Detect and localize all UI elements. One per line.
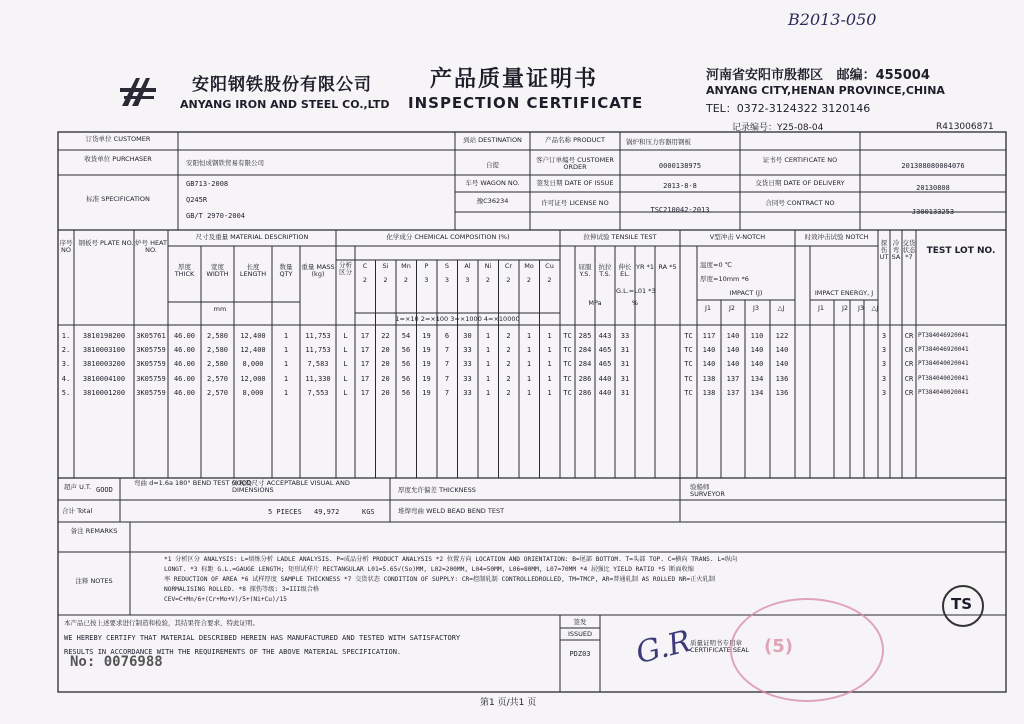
company-name-cn: 安阳钢铁股份有限公司: [192, 75, 372, 95]
col-pct: %: [631, 299, 639, 307]
issued-label: ISSUED: [567, 630, 593, 638]
row-chem-cu: 1: [547, 346, 552, 355]
vnotch-temp: 温度=0 ℃: [700, 261, 732, 269]
note-line: *1 分析区分 ANALYSIS: L=熔炼分析 LADLE ANALYSIS. P=成品分析 PRODUCT ANALYSIS *2 位置方向 LOCATION AND ORIENTATION: B=尾部 BOTTOM. T=头部 TOP. C=横向 TRANS. L=纵向: [164, 556, 738, 563]
row-chem-mo: 1: [526, 360, 532, 369]
col-mass: 重量 MASS (kg): [301, 263, 335, 278]
row-chem-ni: 1: [485, 332, 491, 340]
row-impact-1: 117: [702, 332, 716, 340]
row-el: 31: [620, 360, 630, 369]
col-sa: 冷弯 SA: [891, 239, 901, 261]
record-label: 记录编号：Y25-08-04: [732, 123, 824, 133]
order-value: 0000138975: [658, 162, 702, 170]
row-chem-ni: 1: [485, 346, 491, 355]
col-seq: 序号 NO: [59, 239, 73, 254]
chem-header-cr: Cr: [504, 262, 513, 270]
row-chem-p: 19: [422, 360, 431, 369]
row-width: 2,580: [206, 360, 229, 369]
col-analysis: 分析区分: [339, 261, 352, 276]
ageing-delta-j: △J: [871, 304, 879, 312]
row-no: 3.: [61, 360, 71, 369]
row-chem-mo: 1: [526, 374, 532, 383]
row-analysis: L: [343, 346, 348, 355]
row-ts: 440: [598, 374, 612, 383]
row-vnotch-dir: TC: [684, 360, 693, 369]
purchaser-label: 收货单位 PURCHASER: [84, 155, 152, 163]
row-chem-s: 7: [444, 388, 450, 397]
row-heat: 3K05759: [136, 346, 166, 355]
row-test-lot: PT384046920041: [918, 332, 969, 339]
ageing-impact: IMPACT ENERGY, J: [814, 289, 874, 297]
row-chem-c: 17: [360, 332, 370, 340]
row-chem-s: 7: [444, 360, 450, 369]
row-plate: 3810004100: [82, 374, 126, 383]
product-value: 锅炉和压力容器用钢板: [626, 138, 691, 146]
certify-en-2: RESULTS IN ACCORDANCE WITH THE REQUIREMENTS OF THE ABOVE MATERIAL SPECIFICATION.: [64, 648, 402, 656]
col-yr: YR *1: [636, 263, 654, 271]
row-thick: 46.00: [173, 388, 196, 397]
row-thick: 46.00: [173, 374, 196, 383]
row-chem-al: 33: [463, 360, 472, 369]
row-ut: 3: [881, 374, 887, 383]
row-chem-cr: 2: [506, 346, 511, 355]
row-impact-1: 138: [702, 388, 716, 397]
row-ut: 3: [881, 332, 887, 340]
ageing-j2: J2: [841, 304, 849, 312]
remarks-label: 备注 REMARKS: [70, 527, 118, 535]
row-chem-si: 22: [381, 332, 390, 340]
row-chem-al: 33: [463, 388, 472, 397]
row-impact-3: 140: [750, 360, 764, 369]
row-delivery-cond: CR: [904, 388, 914, 397]
row-chem-mn: 54: [401, 332, 411, 340]
row-ts: 465: [598, 346, 612, 355]
row-chem-si: 20: [381, 388, 390, 397]
row-chem-ni: 1: [485, 374, 491, 383]
row-heat: 3K05761: [136, 332, 166, 340]
row-ys: 284: [578, 360, 592, 369]
row-chem-cu: 1: [547, 374, 552, 383]
notes-label: 注释 NOTES: [75, 577, 113, 585]
row-qty: 1: [283, 332, 289, 340]
surveyor-label: 验船师 SURVEYOR: [690, 483, 725, 498]
destination-value: 自提: [486, 161, 499, 169]
row-impact-1: 140: [702, 346, 716, 355]
row-ts: 440: [598, 388, 612, 397]
col-length: 长度 LENGTH: [239, 263, 267, 278]
spec-label: 标准 SPECIFICATION: [86, 195, 150, 203]
row-mass: 11,330: [305, 374, 331, 383]
note-line: LONGT. *3 标距 G.L.=GAUGE LENGTH; 矩形试样片 RECTANGULAR L01=5.65√(So)MM, L02=200MM, L04=50MM, L06=80MM, L07=70MM *4 屈强比 YIELD RATIO *5 断面收缩: [164, 566, 694, 573]
signature: G.R: [632, 623, 695, 672]
row-chem-al: 30: [463, 332, 472, 340]
total-label: 合计 Total: [62, 507, 93, 515]
col-delivery-cond: 交货状态 *7: [902, 239, 916, 261]
row-ts: 465: [598, 360, 612, 369]
license-value: TSC210042-2013: [650, 206, 710, 214]
chem-header-c: C: [362, 262, 368, 270]
row-plate: 3810003100: [82, 346, 126, 355]
row-impact-4: 140: [775, 346, 789, 355]
row-test-lot: PT384040020041: [918, 388, 969, 396]
row-ts: 443: [598, 332, 612, 340]
ts-stamp: TS: [942, 585, 984, 627]
row-analysis: L: [343, 332, 348, 340]
col-vnotch: V型冲击 V-NOTCH: [709, 233, 766, 241]
row-thick: 46.00: [173, 346, 196, 355]
row-qty: 1: [283, 360, 289, 369]
col-width: 宽度 WIDTH: [206, 263, 229, 278]
row-chem-mo: 1: [526, 332, 532, 340]
row-length: 12,000: [240, 374, 266, 383]
row-orientation: TC: [563, 388, 572, 397]
row-chem-s: 7: [444, 374, 450, 383]
ageing-j1: J1: [817, 304, 825, 312]
total-pieces: 5 PIECES: [268, 508, 302, 516]
row-ys: 285: [578, 332, 592, 340]
row-test-lot: PT384040020041: [918, 374, 969, 382]
note-line: NORMALISING ROLLED. *8 探伤等级: 3=III级合格: [164, 586, 320, 593]
chem-mult-ni: 2: [485, 276, 491, 284]
chem-mult-si: 2: [383, 276, 388, 284]
row-impact-3: 140: [750, 346, 764, 355]
chem-mult-cr: 2: [506, 276, 511, 284]
row-chem-p: 19: [422, 346, 431, 355]
row-impact-3: 110: [750, 332, 764, 340]
row-orientation: TC: [563, 374, 572, 383]
row-chem-ni: 1: [485, 360, 491, 369]
row-no: 1.: [61, 332, 71, 340]
col-gl: G.L.=L01 *3: [616, 287, 656, 295]
row-orientation: TC: [563, 360, 572, 369]
row-impact-2: 137: [726, 374, 740, 383]
purchaser-value: 安阳恒成钢铁贸易有限公司: [186, 159, 264, 167]
vnotch-delta-j: △J: [777, 304, 785, 312]
chem-header-al: Al: [464, 262, 471, 270]
row-delivery-cond: CR: [904, 374, 914, 383]
chem-mult-s: 3: [444, 276, 450, 284]
row-orientation: TC: [563, 346, 572, 355]
company-seal-stamp: (5): [730, 598, 884, 702]
col-el: 伸长 EL.: [618, 263, 632, 278]
issue-label: 签发日期 DATE OF ISSUE: [536, 179, 614, 187]
col-ra: RA *5: [658, 263, 677, 271]
chem-header-s: S: [444, 262, 450, 270]
row-chem-cr: 2: [506, 388, 511, 397]
row-ut: 3: [881, 388, 887, 397]
row-mass: 11,753: [305, 346, 331, 355]
ageing-j3: J3: [857, 304, 865, 312]
vnotch-thick: 厚度=10mm *6: [700, 275, 749, 283]
row-delivery-cond: CR: [904, 346, 914, 355]
row-impact-1: 140: [702, 360, 716, 369]
spec-value-3: GB/T 2970-2004: [186, 212, 246, 220]
cert-label: 证书号 CERTIFICATE NO: [762, 156, 838, 164]
row-delivery-cond: CR: [904, 332, 914, 340]
row-vnotch-dir: TC: [684, 346, 693, 355]
chem-mult-al: 3: [465, 276, 470, 284]
ut-value: GOOD: [96, 486, 113, 494]
company-logo: [118, 74, 158, 114]
row-impact-1: 138: [702, 374, 716, 383]
col-mm: mm: [213, 305, 227, 313]
row-el: 31: [620, 374, 630, 383]
customer-label: 订货单位 CUSTOMER: [85, 135, 151, 143]
issue-value: 2013-8-8: [663, 182, 697, 190]
row-chem-s: 7: [444, 346, 450, 355]
row-chem-al: 33: [463, 374, 472, 383]
row-chem-si: 20: [381, 346, 390, 355]
row-ut: 3: [881, 360, 887, 369]
row-chem-mo: 1: [526, 388, 532, 397]
row-length: 12,400: [240, 332, 266, 340]
col-test-lot: TEST LOT NO.: [926, 246, 996, 256]
row-chem-mo: 1: [526, 346, 532, 355]
row-el: 33: [620, 332, 630, 340]
chem-mult-mn: 2: [403, 276, 409, 284]
chem-scale: 1=×10 2=×100 3=×1000 4=×10000: [395, 315, 520, 323]
product-label: 产品名称 PRODUCT: [545, 136, 605, 144]
serial-number: No: 0076988: [70, 654, 163, 670]
row-qty: 1: [283, 346, 289, 355]
visual-dimensions: 外观及尺寸 ACCEPTABLE VISUAL AND DIMENSIONS: [232, 479, 350, 494]
row-chem-p: 19: [422, 332, 431, 340]
row-el: 31: [620, 388, 630, 397]
row-chem-mn: 56: [401, 360, 411, 369]
row-vnotch-dir: TC: [684, 388, 693, 397]
chem-header-ni: Ni: [484, 262, 492, 270]
row-mass: 7,553: [307, 388, 329, 397]
row-test-lot: PT384046920041: [918, 346, 969, 354]
row-chem-si: 20: [381, 360, 390, 369]
contract-value: J300133253: [911, 208, 955, 216]
row-no: 2.: [61, 346, 71, 355]
row-chem-ni: 1: [485, 388, 491, 397]
row-no: 5.: [61, 388, 71, 397]
row-chem-p: 19: [422, 388, 431, 397]
row-chem-cr: 2: [506, 332, 511, 340]
col-mpa: MPa: [588, 299, 602, 307]
row-ys: 286: [578, 374, 592, 383]
col-heat: 炉号 HEAT NO.: [135, 239, 167, 254]
row-chem-cr: 2: [506, 374, 511, 383]
row-chem-c: 17: [360, 374, 370, 383]
company-name-en: ANYANG IRON AND STEEL CO.,LTD: [180, 98, 390, 111]
col-material: 尺寸及重量 MATERIAL DESCRIPTION: [195, 233, 309, 241]
row-orientation: TC: [563, 332, 572, 340]
col-qty: 数量 QTY: [279, 263, 293, 278]
row-thick: 46.00: [173, 332, 196, 340]
row-impact-4: 122: [775, 332, 789, 340]
chem-header-p: P: [424, 262, 429, 270]
address-en: ANYANG CITY,HENAN PROVINCE,CHINA: [706, 84, 945, 97]
chem-header-cu: Cu: [545, 262, 554, 270]
wagon-label: 车号 WAGON NO.: [465, 179, 520, 187]
spec-value-1: GB713-2008: [186, 180, 229, 188]
vnotch-impact: IMPACT (J): [729, 289, 763, 297]
ut-label: 超声 U.T.: [64, 483, 92, 491]
row-ut: 3: [881, 346, 887, 355]
row-chem-mn: 56: [401, 374, 411, 383]
row-width: 2,580: [206, 332, 229, 340]
row-impact-3: 134: [750, 374, 764, 383]
weld-bead-label: 堆焊弯曲 WELD BEAD BEND TEST: [398, 507, 505, 515]
vnotch-j3: J3: [752, 304, 760, 312]
row-impact-4: 136: [775, 388, 789, 397]
row-chem-cu: 1: [547, 388, 552, 397]
row-impact-4: 140: [775, 360, 789, 369]
total-kgs: KGS: [362, 508, 375, 516]
row-ys: 284: [578, 346, 592, 355]
row-width: 2,570: [206, 374, 229, 383]
row-plate: 3810003200: [82, 360, 126, 369]
col-ageing: 时效冲击试验 NOTCH: [804, 233, 869, 241]
chem-header-mn: Mn: [401, 262, 411, 270]
row-heat: 3K05759: [136, 388, 166, 397]
row-chem-cu: 1: [547, 360, 552, 369]
page-number: 第1 页/共1 页: [480, 698, 537, 708]
title-en: INSPECTION CERTIFICATE: [408, 94, 644, 112]
row-chem-mn: 56: [401, 346, 411, 355]
row-vnotch-dir: TC: [684, 332, 693, 340]
row-width: 2,570: [206, 388, 229, 397]
row-el: 31: [620, 346, 630, 355]
row-test-lot: PT384040020041: [918, 360, 969, 368]
bend-test: 弯曲 d=1.6a 180° BEND TEST GOOD: [134, 479, 252, 487]
delivery-value: 20130808: [916, 184, 950, 192]
col-ut: 探伤 UT: [879, 239, 889, 261]
row-qty: 1: [283, 388, 289, 397]
title-cn: 产品质量证明书: [430, 67, 599, 92]
row-impact-2: 137: [726, 388, 740, 397]
col-ys: 屈服 Y.S.: [578, 263, 592, 278]
row-heat: 3K05759: [136, 374, 166, 383]
thickness-label: 厚度允许偏差 THICKNESS: [398, 486, 476, 494]
row-delivery-cond: CR: [904, 360, 914, 369]
row-chem-c: 17: [360, 360, 370, 369]
spec-value-2: Q245R: [186, 196, 208, 204]
col-tensile: 拉伸试验 TENSILE TEST: [583, 233, 657, 241]
row-chem-s: 6: [444, 332, 450, 340]
row-analysis: L: [343, 374, 348, 383]
seal-label: 质量证明书专用章 CERTIFICATE SEAL: [690, 639, 750, 654]
delivery-label: 交货日期 DATE OF DELIVERY: [755, 179, 845, 187]
row-impact-2: 140: [726, 346, 740, 355]
certify-cn: 本产品已按上述要求进行制造和检验，其结果符合要求，特此证明。: [64, 619, 259, 627]
row-qty: 1: [283, 374, 289, 383]
row-plate: 3810001200: [82, 388, 126, 397]
row-no: 4.: [61, 374, 71, 383]
total-mass: 49,972: [314, 508, 340, 516]
row-impact-2: 140: [726, 332, 740, 340]
chem-header-si: Si: [382, 262, 389, 270]
issued-label-cn: 签发: [573, 618, 587, 626]
certify-en-1: WE HEREBY CERTIFY THAT MATERIAL DESCRIBED HEREIN HAS MANUFACTURED AND TESTED WITH SATISFACTORY: [64, 634, 461, 642]
row-impact-3: 134: [750, 388, 764, 397]
row-analysis: L: [343, 388, 348, 397]
row-chem-cu: 1: [547, 332, 552, 340]
address-cn: 河南省安阳市殷都区 邮编：455004: [706, 68, 930, 83]
chem-mult-mo: 2: [526, 276, 532, 284]
row-heat: 3K05759: [136, 360, 166, 369]
col-chem: 化学成分 CHEMICAL COMPOSITION (%): [386, 233, 510, 241]
order-label: 客户订单编号 CUSTOMER ORDER: [536, 156, 614, 171]
col-plate: 钢板号 PLATE NO.: [78, 239, 134, 247]
row-chem-cr: 2: [506, 360, 511, 369]
chem-mult-cu: 2: [547, 276, 552, 284]
row-thick: 46.00: [173, 360, 196, 369]
destination-label: 到站 DESTINATION: [463, 136, 522, 144]
row-chem-mn: 56: [401, 388, 411, 397]
row-vnotch-dir: TC: [684, 374, 693, 383]
note-line: 率 REDUCTION OF AREA *6 试样厚度 SAMPLE THICKNESS *7 交货状态 CONDITION OF SUPPLY: CR=控制轧制 CONTROLLEDROLLED, TM=TMCP, AR=普通轧制 AS ROLLED NR=正火轧制: [164, 576, 715, 583]
chem-header-mo: Mo: [524, 262, 534, 270]
telephone: TEL：0372-3124322 3120146: [706, 102, 871, 115]
contract-label: 合同号 CONTRACT NO: [765, 199, 835, 207]
vnotch-j1: J1: [704, 304, 712, 312]
row-chem-al: 33: [463, 346, 472, 355]
vnotch-j2: J2: [728, 304, 736, 312]
row-mass: 11,753: [305, 332, 331, 340]
handwritten-reference: B2013-050: [788, 10, 877, 29]
row-width: 2,580: [206, 346, 229, 355]
row-ys: 286: [578, 388, 592, 397]
chem-mult-c: 2: [362, 276, 368, 284]
row-length: 12,400: [240, 346, 266, 355]
row-impact-4: 136: [775, 374, 789, 383]
row-chem-c: 17: [360, 388, 370, 397]
row-plate: 3810198200: [82, 332, 126, 340]
row-analysis: L: [343, 360, 348, 369]
note-line: CEV=C+Mn/6+(Cr+Mo+V)/5+(Ni+Cu)/15: [164, 596, 287, 603]
col-ts: 抗拉 T.S.: [598, 263, 612, 278]
wagon-value: 豫C36234: [476, 197, 509, 205]
row-chem-p: 19: [422, 374, 431, 383]
row-chem-si: 20: [381, 374, 390, 383]
cert-value: 201308080004076: [901, 162, 965, 170]
row-mass: 7,583: [307, 360, 329, 369]
row-chem-c: 17: [360, 346, 370, 355]
col-thick: 厚度 THICK: [174, 263, 195, 278]
record-number: R413006871: [936, 122, 994, 132]
row-length: 8,000: [242, 360, 264, 369]
license-label: 许可证号 LICENSE NO: [541, 199, 609, 207]
row-length: 8,000: [242, 388, 264, 397]
row-impact-2: 140: [726, 360, 740, 369]
chem-mult-p: 3: [424, 276, 429, 284]
issued-code: PDZ03: [569, 650, 591, 658]
